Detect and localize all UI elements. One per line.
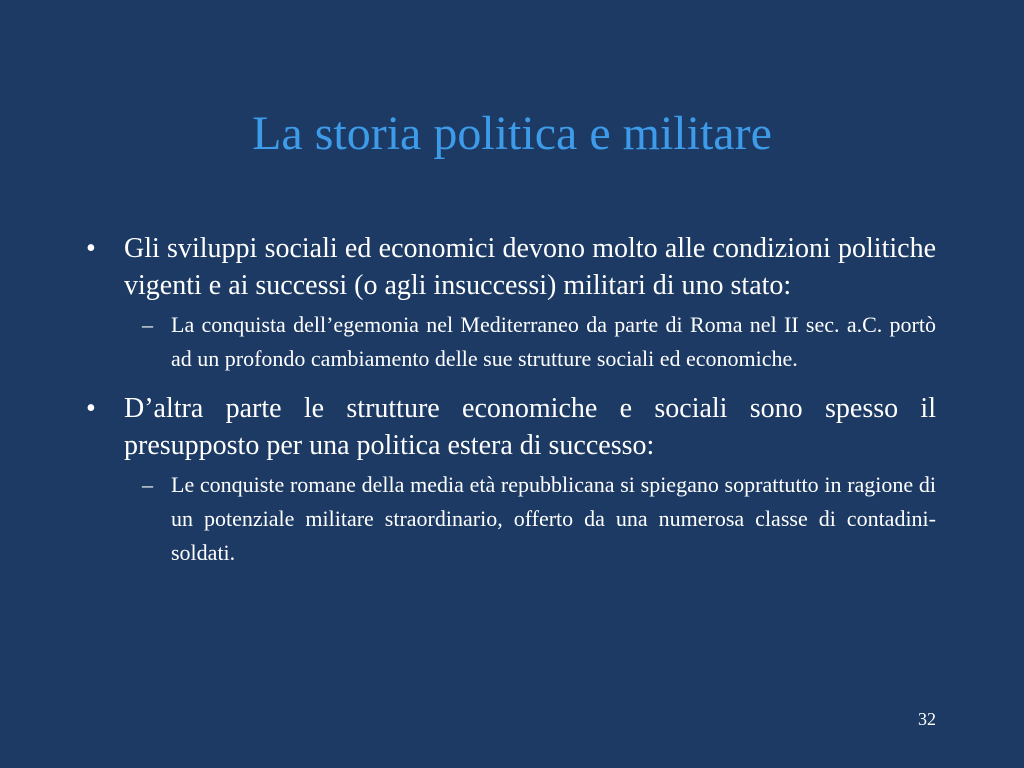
dash-icon: – xyxy=(142,472,153,497)
bullet-text: Gli sviluppi sociali ed economici devono molto alle condizioni politiche vigenti e ai successi (o agli insuccessi) militari di uno stato: xyxy=(124,233,936,301)
sub-bullet-item xyxy=(84,468,936,570)
bullet-icon: • xyxy=(86,393,96,424)
sub-bullet-item xyxy=(84,308,936,376)
bullet-item xyxy=(84,230,936,304)
bullet-icon: • xyxy=(86,233,96,264)
sub-bullet-text: La conquista dell’egemonia nel Mediterraneo da parte di Roma nel II sec. a.C. portò ad un profondo cambiamento delle sue strutture sociali ed economiche. xyxy=(171,312,936,371)
page-number: 32 xyxy=(918,709,936,729)
bullet-text: D’altra parte le strutture economiche e sociali sono spesso il presupposto per una politica estera di successo: xyxy=(124,393,936,461)
sub-bullet-text: Le conquiste romane della media età repubblicana si spiegano soprattutto in ragione di un potenziale militare straordinario, offerto da una numerosa classe di contadini-soldati. xyxy=(171,472,936,565)
bullet-item xyxy=(84,390,936,464)
slide-title: La storia politica e militare xyxy=(252,107,772,160)
dash-icon: – xyxy=(142,312,153,337)
slide-body xyxy=(84,230,936,576)
